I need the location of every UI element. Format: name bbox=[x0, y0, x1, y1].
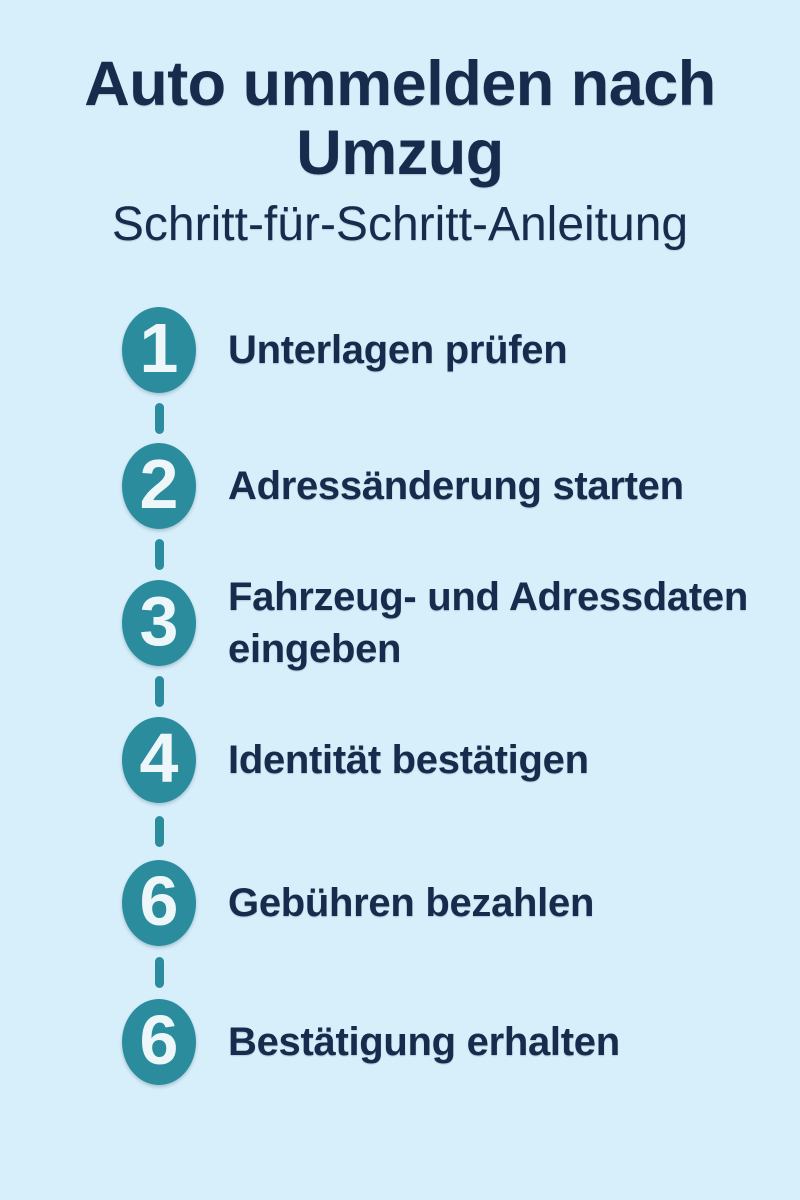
step-row-3 bbox=[122, 575, 753, 671]
step-connector-dash-1 bbox=[155, 403, 164, 434]
step-6-label: Bestätigung erhalten bbox=[228, 1020, 620, 1064]
step-connector-dash-2 bbox=[155, 539, 164, 570]
step-6-number-badge bbox=[122, 999, 196, 1085]
step-4-number-badge bbox=[122, 717, 196, 803]
step-row-6 bbox=[122, 999, 620, 1085]
step-3-number: 3 bbox=[139, 582, 179, 660]
step-row-1 bbox=[122, 307, 567, 393]
step-5-label: Gebühren bezahlen bbox=[228, 881, 595, 925]
step-2-label: Adressänderung starten bbox=[228, 464, 684, 508]
page-title: Auto ummelden nach Umzug bbox=[84, 49, 716, 188]
step-1-number-badge bbox=[122, 307, 196, 393]
page-subtitle: Schritt-für-Schritt-Anleitung bbox=[111, 198, 689, 252]
step-6-number: 6 bbox=[139, 1001, 179, 1079]
step-row-5 bbox=[122, 860, 594, 946]
step-4-number: 4 bbox=[139, 719, 179, 797]
step-5-number-badge bbox=[122, 860, 196, 946]
step-3-number-badge bbox=[122, 580, 196, 666]
step-connector-dash-5 bbox=[155, 957, 164, 988]
header bbox=[0, 0, 800, 253]
step-connector-dash-4 bbox=[155, 816, 164, 847]
step-row-4 bbox=[122, 717, 589, 803]
step-2-number: 2 bbox=[139, 445, 179, 523]
step-4-label: Identität bestätigen bbox=[228, 738, 589, 782]
step-1-label: Unterlagen prüfen bbox=[228, 328, 568, 372]
step-2-number-badge bbox=[122, 443, 196, 529]
step-1-number: 1 bbox=[139, 309, 179, 387]
step-3-label: Fahrzeug- und Adressdaten eingeben bbox=[228, 575, 748, 671]
step-row-2 bbox=[122, 443, 684, 529]
step-connector-dash-3 bbox=[155, 676, 164, 707]
step-5-number: 6 bbox=[139, 862, 179, 940]
